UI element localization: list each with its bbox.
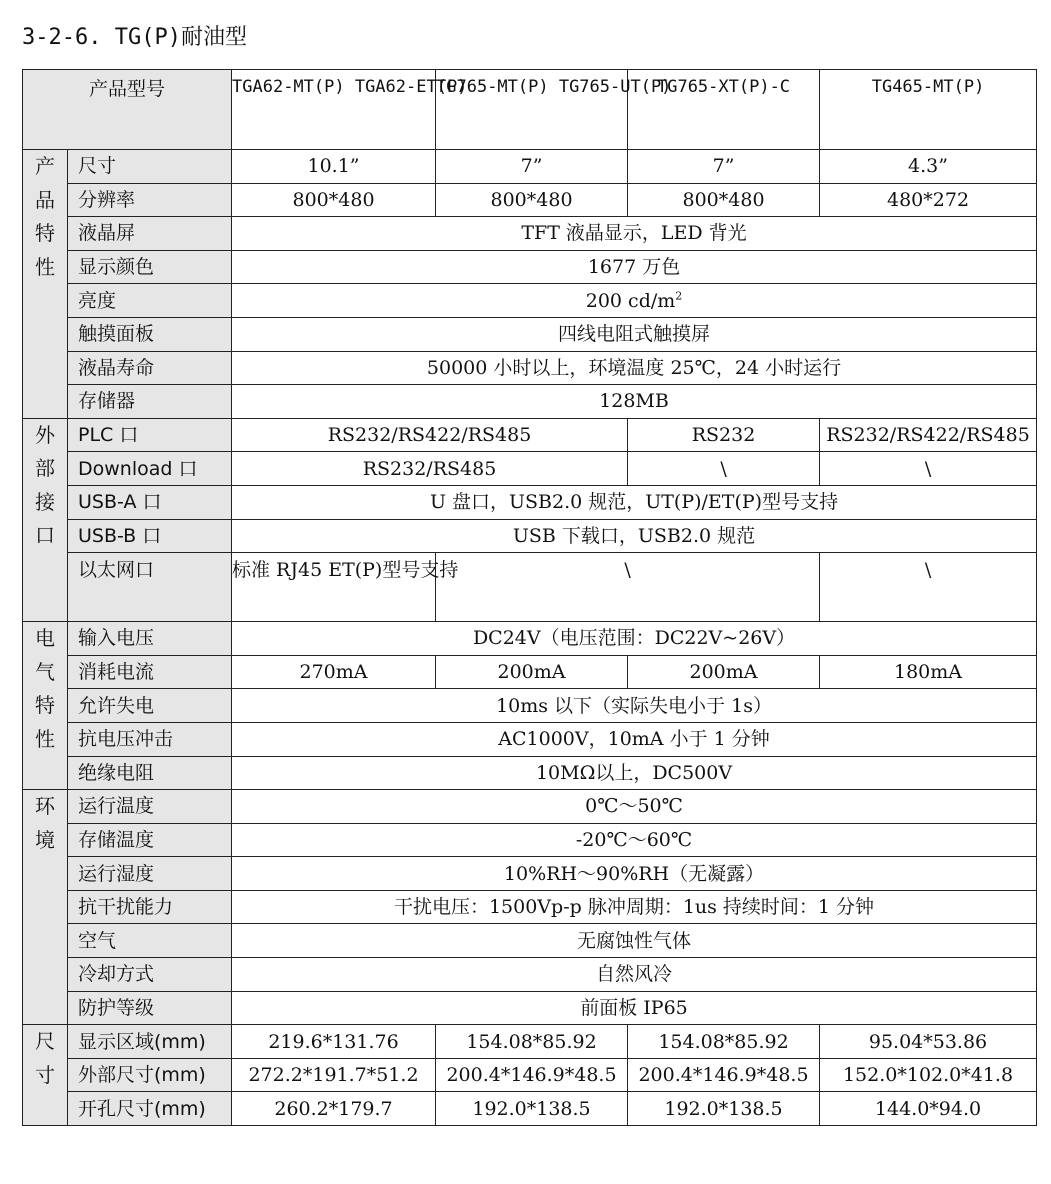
brightness-value: 200 cd/m xyxy=(585,289,676,312)
cell-value: 200.4*146.9*48.5 xyxy=(628,1058,820,1092)
table-row xyxy=(23,183,1037,217)
table-row xyxy=(23,790,1037,824)
row-label: USB-B 口 xyxy=(68,519,232,553)
table-row xyxy=(23,689,1037,723)
row-label: 外部尺寸(mm) xyxy=(68,1058,232,1092)
cell-value: 95.04*53.86 xyxy=(820,1025,1037,1059)
cell-value: 无腐蚀性气体 xyxy=(232,924,1037,958)
table-row xyxy=(23,150,1037,184)
row-label: 液晶寿命 xyxy=(68,351,232,385)
cell-value: DC24V（电压范围：DC22V~26V） xyxy=(232,622,1037,656)
table-row xyxy=(23,217,1037,251)
table-row xyxy=(23,317,1037,351)
row-label: 触摸面板 xyxy=(68,317,232,351)
table-row xyxy=(23,958,1037,992)
table-row xyxy=(23,250,1037,284)
table-row xyxy=(23,823,1037,857)
cell-value: 7” xyxy=(628,150,820,184)
table-row xyxy=(23,418,1037,452)
row-label: USB-A 口 xyxy=(68,485,232,519)
group-label-environment: 环境 xyxy=(23,790,68,1025)
table-row xyxy=(23,622,1037,656)
cell-value: 154.08*85.92 xyxy=(436,1025,628,1059)
model-name: TGA62-MT(P) TGA62-ET(P) xyxy=(232,70,436,150)
row-label: 运行湿度 xyxy=(68,857,232,891)
cell-value: \ xyxy=(820,553,1037,622)
cell-value: 144.0*94.0 xyxy=(820,1092,1037,1126)
row-label: 亮度 xyxy=(68,284,232,318)
cell-value: 270mA xyxy=(232,655,436,689)
cell-value: 10ms 以下（实际失电小于 1s） xyxy=(232,689,1037,723)
table-row xyxy=(23,284,1037,318)
table-row xyxy=(23,351,1037,385)
group-label-electric: 电气特性 xyxy=(23,622,68,790)
group-label-external: 外部接口 xyxy=(23,418,68,621)
row-label: 空气 xyxy=(68,924,232,958)
table-row xyxy=(23,890,1037,924)
table-row xyxy=(23,1025,1037,1059)
table-row xyxy=(23,756,1037,790)
row-label: 液晶屏 xyxy=(68,217,232,251)
cell-value: 200mA xyxy=(628,655,820,689)
cell-value xyxy=(232,284,1037,318)
row-label: 开孔尺寸(mm) xyxy=(68,1092,232,1126)
cell-value: RS232/RS422/RS485 xyxy=(232,418,628,452)
cell-value: 10MΩ以上，DC500V xyxy=(232,756,1037,790)
cell-value: USB 下载口，USB2.0 规范 xyxy=(232,519,1037,553)
cell-value: 154.08*85.92 xyxy=(628,1025,820,1059)
row-label: 允许失电 xyxy=(68,689,232,723)
cell-value: TFT 液晶显示，LED 背光 xyxy=(232,217,1037,251)
cell-value: 192.0*138.5 xyxy=(436,1092,628,1126)
table-row xyxy=(23,519,1037,553)
cell-value: 4.3” xyxy=(820,150,1037,184)
cell-value: 219.6*131.76 xyxy=(232,1025,436,1059)
row-label: 绝缘电阻 xyxy=(68,756,232,790)
cell-value: 前面板 IP65 xyxy=(232,991,1037,1025)
cell-value: 7” xyxy=(436,150,628,184)
cell-value: 0℃～50℃ xyxy=(232,790,1037,824)
cell-value: -20℃～60℃ xyxy=(232,823,1037,857)
cell-value: 自然风冷 xyxy=(232,958,1037,992)
row-label: 输入电压 xyxy=(68,622,232,656)
row-label: 运行温度 xyxy=(68,790,232,824)
table-row xyxy=(23,452,1037,486)
row-label: 存储器 xyxy=(68,385,232,419)
model-name: TG465-MT(P) xyxy=(820,70,1037,150)
cell-value: 272.2*191.7*51.2 xyxy=(232,1058,436,1092)
cell-value: 标准 RJ45 ET(P)型号支持 xyxy=(232,553,436,622)
row-label: 抗电压冲击 xyxy=(68,722,232,756)
cell-value: 800*480 xyxy=(232,183,436,217)
cell-value: 10%RH～90%RH（无凝露） xyxy=(232,857,1037,891)
model-name: TG765-XT(P)-C xyxy=(628,70,820,150)
row-label: 显示颜色 xyxy=(68,250,232,284)
row-label: 分辨率 xyxy=(68,183,232,217)
cell-value: 干扰电压：1500Vp-p 脉冲周期：1us 持续时间：1 分钟 xyxy=(232,890,1037,924)
row-label: 抗干扰能力 xyxy=(68,890,232,924)
row-label: 防护等级 xyxy=(68,991,232,1025)
header-label: 产品型号 xyxy=(23,70,232,150)
cell-value: RS232/RS422/RS485 xyxy=(820,418,1037,452)
cell-value: 192.0*138.5 xyxy=(628,1092,820,1126)
cell-value: \ xyxy=(436,553,820,622)
group-label-size: 尺寸 xyxy=(23,1025,68,1126)
table-row xyxy=(23,991,1037,1025)
cell-value: RS232 xyxy=(628,418,820,452)
table-row xyxy=(23,924,1037,958)
table-row xyxy=(23,553,1037,622)
table-row xyxy=(23,857,1037,891)
table-row xyxy=(23,485,1037,519)
cell-value: 200mA xyxy=(436,655,628,689)
table-row xyxy=(23,1058,1037,1092)
cell-value: 152.0*102.0*41.8 xyxy=(820,1058,1037,1092)
group-label-product: 产品特性 xyxy=(23,150,68,419)
spec-table xyxy=(22,69,1037,1126)
row-label: Download 口 xyxy=(68,452,232,486)
cell-value: 200.4*146.9*48.5 xyxy=(436,1058,628,1092)
cell-value: 四线电阻式触摸屏 xyxy=(232,317,1037,351)
cell-value: 180mA xyxy=(820,655,1037,689)
row-label: 冷却方式 xyxy=(68,958,232,992)
cell-value: 50000 小时以上，环境温度 25℃，24 小时运行 xyxy=(232,351,1037,385)
cell-value: U 盘口，USB2.0 规范，UT(P)/ET(P)型号支持 xyxy=(232,485,1037,519)
model-name: TG765-MT(P) TG765-UT(P) xyxy=(436,70,628,150)
row-label: 尺寸 xyxy=(68,150,232,184)
brightness-exponent: 2 xyxy=(675,289,683,303)
cell-value: 260.2*179.7 xyxy=(232,1092,436,1126)
header-row xyxy=(23,70,1037,150)
cell-value: 800*480 xyxy=(628,183,820,217)
table-row xyxy=(23,1092,1037,1126)
cell-value: 128MB xyxy=(232,385,1037,419)
table-row xyxy=(23,385,1037,419)
row-label: 存储温度 xyxy=(68,823,232,857)
cell-value: 1677 万色 xyxy=(232,250,1037,284)
section-title: 3-2-6. TG(P)耐油型 xyxy=(22,25,247,50)
cell-value: RS232/RS485 xyxy=(232,452,628,486)
cell-value: AC1000V，10mA 小于 1 分钟 xyxy=(232,722,1037,756)
row-label: 显示区域(mm) xyxy=(68,1025,232,1059)
cell-value: 10.1” xyxy=(232,150,436,184)
cell-value: 800*480 xyxy=(436,183,628,217)
table-row xyxy=(23,722,1037,756)
cell-value: \ xyxy=(628,452,820,486)
table-row xyxy=(23,655,1037,689)
row-label: 消耗电流 xyxy=(68,655,232,689)
cell-value: 480*272 xyxy=(820,183,1037,217)
row-label: 以太网口 xyxy=(68,553,232,622)
cell-value: \ xyxy=(820,452,1037,486)
row-label: PLC 口 xyxy=(68,418,232,452)
